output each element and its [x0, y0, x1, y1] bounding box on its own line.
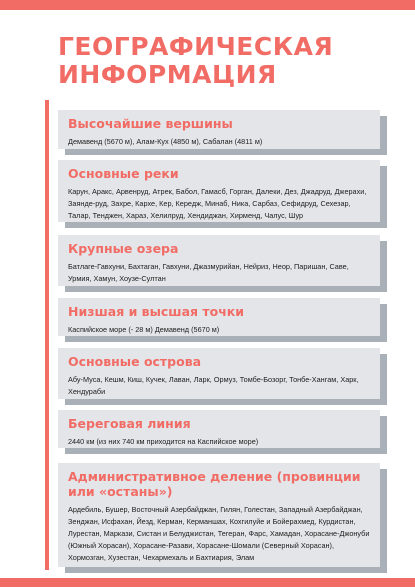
section-heading: Основные реки: [68, 166, 179, 181]
section-main-rivers: [58, 160, 380, 222]
section-text: Абу-Муса, Кешм, Киш, Кучек, Лаван, Ларк, Ормуз, Томбе-Бозорг, Тонбе-Хангам, Харк, Хендураби: [68, 375, 359, 396]
bottom-accent-bar: [0, 578, 415, 587]
page-title-line-1: ГЕОГРАФИЧЕСКАЯ: [58, 32, 334, 61]
page-title: [58, 33, 388, 89]
section-text: Демавенд (5670 м), Алам-Кух (4850 м), Сабалан (4811 м): [68, 137, 263, 146]
section-text: Каспийское море (- 28 м) Демавенд (5670 м): [68, 325, 220, 334]
section-text: 2440 км (из них 740 км приходится на Каспийское море): [68, 437, 259, 446]
section-heading: Административное деление (провинции или «останы»): [68, 469, 361, 499]
section-highest-peaks: [58, 110, 380, 149]
section-text: Ардебиль, Бушер, Восточный Азербайджан, Гилян, Голестан, Западный Азербайджан, Зенджан, Исфахан, Йезд, Керман, Керманшах, Кохгилуйе и Бойерахмед, Курдистан, Лурестан, Маркази, Систан и Белуджистан, Тегеран, Фарс, Хамадан, Хорасане-Джонуби (Южный Хорасан), Хорасане-Разави, Хорасане-Шомали (Северный Хорасан), Хормозган, Хузестан, Чехармехаль и Бахтиария, Элам: [68, 505, 370, 562]
section-lowest-highest-points: [58, 298, 380, 336]
section-coastline: [58, 410, 380, 448]
section-heading: Крупные озера: [68, 241, 179, 256]
section-heading: Высочайшие вершины: [68, 116, 233, 131]
section-administrative-division: [58, 463, 380, 567]
left-accent-rule: [45, 100, 49, 570]
section-text: Карун, Аракс, Арвенруд, Атрек, Бабол, Гамасб, Горган, Далеки, Дез, Джадруд, Джерахи, Заянде-руд, Захре, Кархе, Кер, Кередж, Минаб, Ника, Сарбаз, Сефидруд, Сехезар, Талар, Тенджен, Хараз, Хелилруд, Хендиджан, Хирменд, Чалус, Шур: [68, 187, 367, 220]
top-accent-bar: [0, 0, 415, 10]
section-heading: Низшая и высшая точки: [68, 304, 245, 319]
section-heading: Береговая линия: [68, 416, 191, 431]
page-title-line-2: ИНФОРМАЦИЯ: [58, 60, 277, 89]
section-heading: Основные острова: [68, 354, 202, 369]
section-large-lakes: [58, 235, 380, 286]
section-text: Батлаге-Гавхуни, Бахтаган, Гавхуни, Джазмурийан, Нейриз, Неор, Паришан, Саве, Урмия, Хамун, Хоузе-Султан: [68, 262, 349, 283]
section-main-islands: [58, 348, 380, 399]
